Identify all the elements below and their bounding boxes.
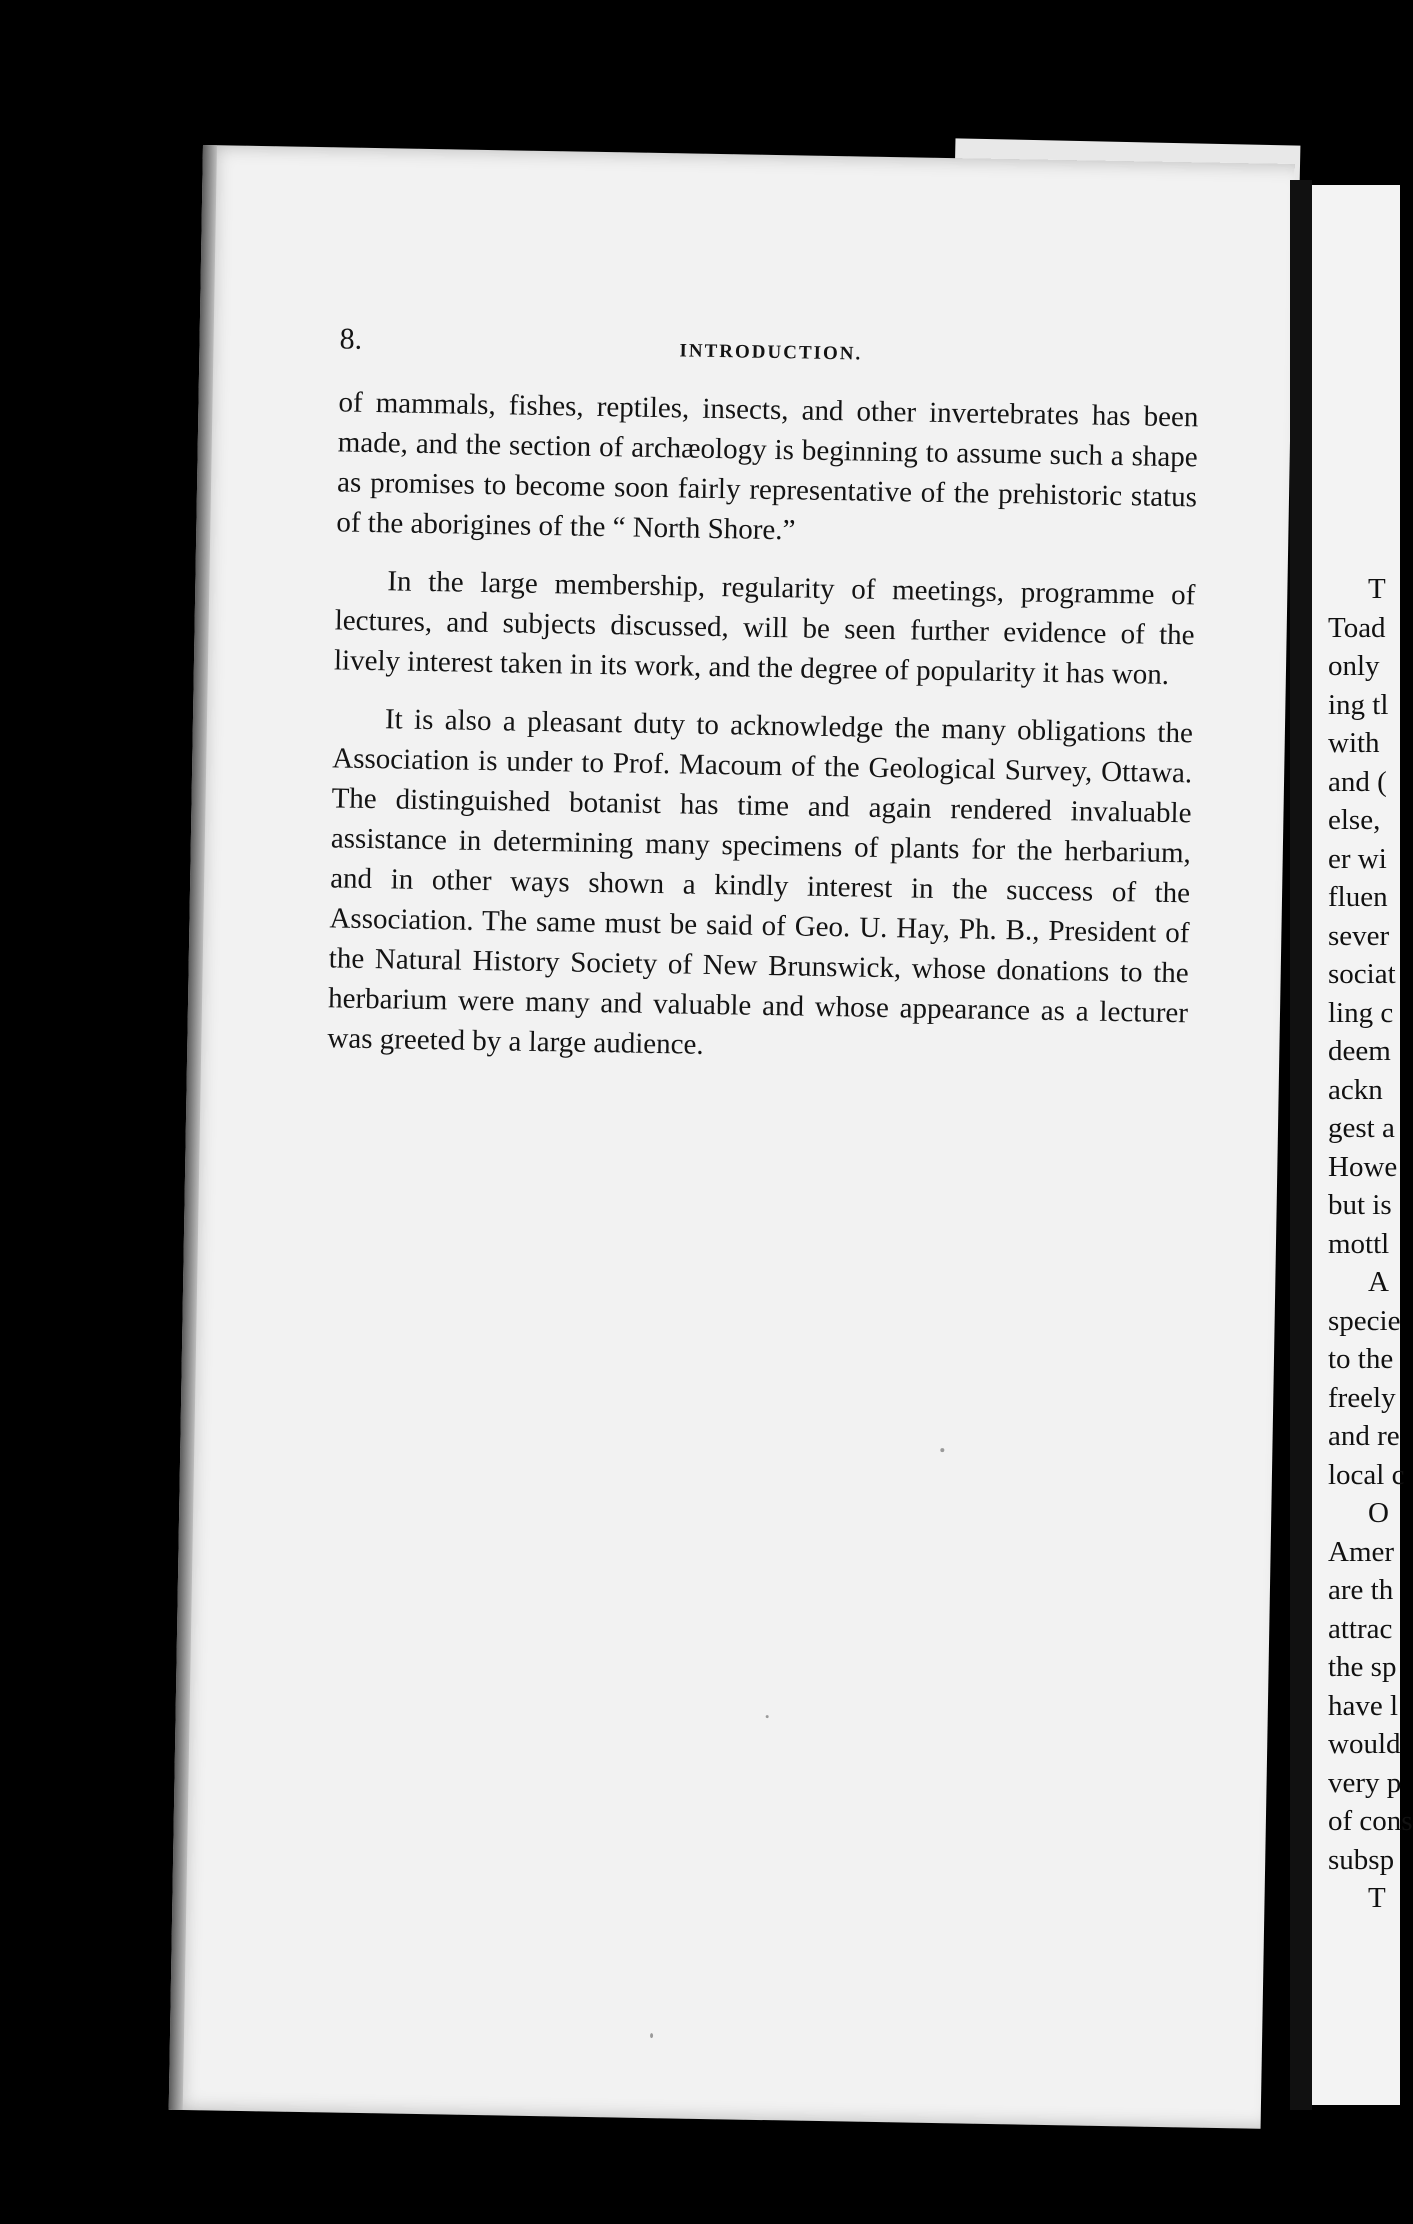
speck [766, 1715, 769, 1718]
right-line: O [1368, 1497, 1389, 1529]
right-line: of cons [1328, 1805, 1413, 1837]
page-header [339, 322, 1200, 377]
right-line: to the [1328, 1343, 1394, 1375]
page-content [327, 322, 1200, 1091]
right-line: very p [1328, 1766, 1402, 1799]
left-page [169, 145, 1295, 2129]
right-line: ling c [1328, 996, 1394, 1029]
right-line: but is [1328, 1189, 1392, 1221]
right-line: Howe [1328, 1150, 1398, 1183]
speck [650, 2033, 653, 2038]
paragraph-membership: In the large membership, regularity of meetings, programme of lectures, and subjects discussed, will be seen further evidence of the lively interest taken in its work, and the degree of popularity it has won. [333, 565, 1196, 691]
right-line: er wi [1328, 842, 1387, 875]
right-line: Toad [1328, 611, 1386, 644]
body-text [327, 382, 1199, 1073]
right-page [1312, 185, 1413, 2105]
page-gutter [1290, 180, 1312, 2110]
right-line: freely [1328, 1381, 1396, 1414]
right-line: ackn [1328, 1073, 1383, 1106]
speck [940, 1448, 944, 1452]
right-line: T [1368, 1882, 1386, 1914]
right-line: gest a [1328, 1112, 1395, 1144]
right-line: only [1328, 650, 1380, 682]
right-line: are th [1328, 1574, 1394, 1606]
right-line: Amer [1328, 1535, 1395, 1568]
right-page-lines [1328, 570, 1413, 1918]
right-line: ing tl [1328, 688, 1389, 721]
right-line: attrac [1328, 1612, 1393, 1645]
right-line: A [1368, 1266, 1389, 1298]
right-line: sever [1328, 919, 1390, 952]
right-line: the sp [1328, 1651, 1397, 1683]
running-head: INTRODUCTION. [679, 340, 863, 365]
right-line: specie [1328, 1304, 1401, 1337]
right-line: local c [1328, 1458, 1405, 1491]
right-line: would [1328, 1728, 1401, 1760]
paragraph-acknowledgement: It is also a pleasant duty to acknowledge the many obligations the Association is under to Prof. Macoum of the Geological Survey, Ottawa. The distinguished botanist has time and again rendered invaluable assistance in determining many specimens of plants for the herbarium, and in other ways shown a kindly interest in the success of the Association. The same must be said of Geo. U. Hay, Ph. B., President of the Natural History Society of New Brunswick, whose donations to the herbarium were many and valuable and whose appearance as a lecturer was greeted by a large audience. [327, 703, 1194, 1061]
right-line: and re [1328, 1420, 1400, 1452]
right-line: with [1328, 727, 1380, 759]
page-number: 8. [339, 322, 363, 356]
page-binding-edge [169, 145, 217, 2110]
right-line: else, [1328, 804, 1381, 836]
paragraph-continuation: of mammals, fishes, reptiles, insects, and other invertebrates has been made, and the section of archæology is beginning to assume such a shape as promises to become soon fairly representative of the prehistoric status of the aborigines of the “ North Shore.” [336, 386, 1199, 547]
right-line: and ( [1328, 765, 1387, 798]
right-line: subsp [1328, 1843, 1395, 1876]
right-line: have l [1328, 1689, 1399, 1722]
right-line: deem [1328, 1035, 1391, 1067]
right-line: sociat [1328, 958, 1396, 990]
right-line: fluen [1328, 881, 1388, 913]
right-line: T [1368, 573, 1386, 605]
right-line: mottl [1328, 1227, 1390, 1260]
